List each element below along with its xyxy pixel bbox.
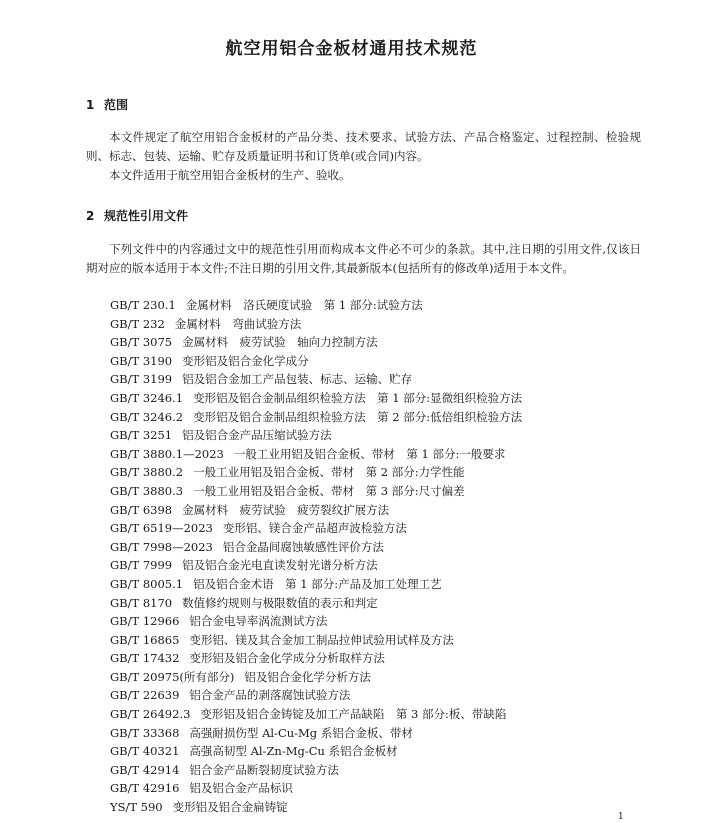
reference-code: GB/T 20975(所有部分) — [110, 669, 235, 684]
reference-code: GB/T 17432 — [110, 651, 180, 666]
reference-code: GB/T 22639 — [110, 688, 180, 703]
reference-title: 变形铝、镁及其合金加工制品拉伸试验用试样及方法 — [189, 632, 454, 647]
reference-title: 变形铝、镁合金产品超声波检验方法 — [222, 521, 407, 536]
reference-code: GB/T 230.1 — [110, 298, 176, 312]
reference-item — [110, 315, 522, 334]
reference-code: GB/T 3880.3 — [110, 483, 184, 498]
reference-code: GB/T 3251 — [110, 428, 173, 443]
reference-title: 变形铝及铝合金化学成分分析取样方法 — [189, 651, 385, 666]
reference-code: GB/T 6398 — [110, 502, 173, 517]
reference-title: 变形铝及铝合金扁铸锭 — [172, 800, 288, 815]
reference-title: 铝及铝合金产品标识 — [189, 781, 293, 796]
scope-paragraph-1: 本文件规定了航空用铝合金板材的产品分类、技术要求、试验方法、产品合格鉴定、过程控制、检验规则、标志、包装、运输、贮存及质量证明书和订货单(或合同)内容。 — [86, 130, 641, 163]
reference-item — [110, 612, 522, 631]
reference-code: GB/T 26492.3 — [110, 707, 191, 722]
reference-code: GB/T 7999 — [110, 558, 173, 573]
reference-item — [110, 501, 522, 520]
reference-item — [110, 686, 522, 705]
reference-title: 铝及铝合金术语 第 1 部分:产品及加工处理工艺 — [193, 576, 442, 591]
reference-title: 金属材料 洛氏硬度试验 第 1 部分:试验方法 — [185, 298, 423, 312]
reference-code: GB/T 16865 — [110, 632, 180, 647]
reference-title: 铝及铝合金产品压缩试验方法 — [182, 428, 332, 443]
normative-references-paragraph: 下列文件中的内容通过文中的规范性引用而构成本文件必不可少的条款。其中,注日期的引用文件,仅该日期对应的版本适用于本文件;不注日期的引用文件,其最新版本(包括所有的修改单)适用于本文件。 — [86, 242, 641, 275]
reference-code: GB/T 3880.2 — [110, 465, 184, 480]
reference-item — [110, 724, 522, 743]
reference-title: 铝合金电导率涡流测试方法 — [189, 614, 328, 629]
reference-item — [110, 370, 522, 389]
reference-title: 一般工业用铝及铝合金板、带材 第 2 部分:力学性能 — [193, 465, 465, 480]
reference-title: 一般工业用铝及铝合金板、带材 第 3 部分:尺寸偏差 — [193, 483, 465, 498]
section-number: 1 — [86, 98, 95, 112]
page-number: 1 — [618, 812, 624, 822]
reference-code: YS/T 590 — [110, 800, 163, 815]
reference-item — [110, 742, 522, 761]
reference-item — [110, 426, 522, 445]
reference-title: 高强高韧型 Al-Zn-Mg-Cu 系铝合金板材 — [189, 744, 398, 759]
reference-title: 高强耐损伤型 Al-Cu-Mg 系铝合金板、带材 — [189, 725, 413, 740]
reference-item — [110, 668, 522, 687]
reference-code: GB/T 3246.2 — [110, 409, 184, 424]
reference-item — [110, 575, 522, 594]
reference-item — [110, 761, 522, 780]
scope-paragraph-2: 本文件适用于航空用铝合金板材的生产、验收。 — [109, 168, 351, 182]
reference-item — [110, 631, 522, 650]
reference-title: 变形铝及铝合金制品组织检验方法 第 2 部分:低倍组织检验方法 — [193, 409, 523, 424]
reference-title: 铝及铝合金化学分析方法 — [244, 669, 371, 684]
reference-code: GB/T 33368 — [110, 725, 180, 740]
reference-item — [110, 649, 522, 668]
section-title: 规范性引用文件 — [104, 209, 189, 223]
reference-code: GB/T 12966 — [110, 614, 180, 629]
reference-title: 一般工业用铝及铝合金板、带材 第 1 部分:一般要求 — [233, 446, 506, 461]
reference-code: GB/T 3075 — [110, 335, 173, 350]
reference-code: GB/T 42914 — [110, 762, 180, 777]
reference-title: 变形铝及铝合金化学成分 — [182, 353, 309, 368]
reference-item — [110, 445, 522, 464]
reference-code: GB/T 3880.1—2023 — [110, 446, 224, 461]
reference-code: GB/T 8170 — [110, 595, 173, 610]
reference-item — [110, 296, 522, 315]
reference-title: 铝合金产品的剥落腐蚀试验方法 — [189, 688, 351, 703]
reference-item — [110, 389, 522, 408]
reference-code: GB/T 3199 — [110, 372, 173, 387]
section-1-heading — [86, 96, 128, 113]
reference-title: 金属材料 疲劳试验 轴向力控制方法 — [182, 335, 378, 350]
reference-code: GB/T 232 — [110, 316, 165, 331]
section-title: 范围 — [104, 98, 129, 112]
reference-title: 铝及铝合金加工产品包装、标志、运输、贮存 — [182, 372, 413, 387]
reference-code: GB/T 3246.1 — [110, 390, 184, 405]
reference-code: GB/T 8005.1 — [110, 576, 184, 591]
reference-title: 金属材料 疲劳试验 疲劳裂纹扩展方法 — [182, 502, 390, 517]
section-2-heading — [86, 207, 188, 224]
reference-item — [110, 556, 522, 575]
reference-item — [110, 798, 522, 817]
reference-item — [110, 519, 522, 538]
reference-list — [110, 296, 522, 817]
reference-title: 铝合金产品断裂韧度试验方法 — [189, 762, 339, 777]
document-title: 航空用铝合金板材通用技术规范 — [225, 39, 478, 59]
reference-item — [110, 538, 522, 557]
reference-item — [110, 705, 522, 724]
reference-title: 变形铝及铝合金铸锭及加工产品缺陷 第 3 部分:板、带缺陷 — [200, 707, 507, 722]
reference-item — [110, 333, 522, 352]
reference-title: 变形铝及铝合金制品组织检验方法 第 1 部分:显微组织检验方法 — [193, 390, 523, 405]
reference-code: GB/T 3190 — [110, 353, 173, 368]
reference-item — [110, 352, 522, 371]
reference-code: GB/T 7998—2023 — [110, 539, 213, 554]
reference-item — [110, 594, 522, 613]
reference-code: GB/T 40321 — [110, 744, 180, 759]
reference-title: 金属材料 弯曲试验方法 — [174, 316, 302, 331]
reference-title: 数值修约规则与极限数值的表示和判定 — [182, 595, 378, 610]
reference-code: GB/T 6519—2023 — [110, 521, 213, 536]
reference-item — [110, 408, 522, 427]
reference-code: GB/T 42916 — [110, 781, 180, 796]
reference-item — [110, 779, 522, 798]
reference-title: 铝及铝合金光电直读发射光谱分析方法 — [182, 558, 378, 573]
reference-item — [110, 463, 522, 482]
reference-item — [110, 482, 522, 501]
reference-title: 铝合金晶间腐蚀敏感性评价方法 — [222, 539, 384, 554]
section-number: 2 — [86, 209, 95, 223]
